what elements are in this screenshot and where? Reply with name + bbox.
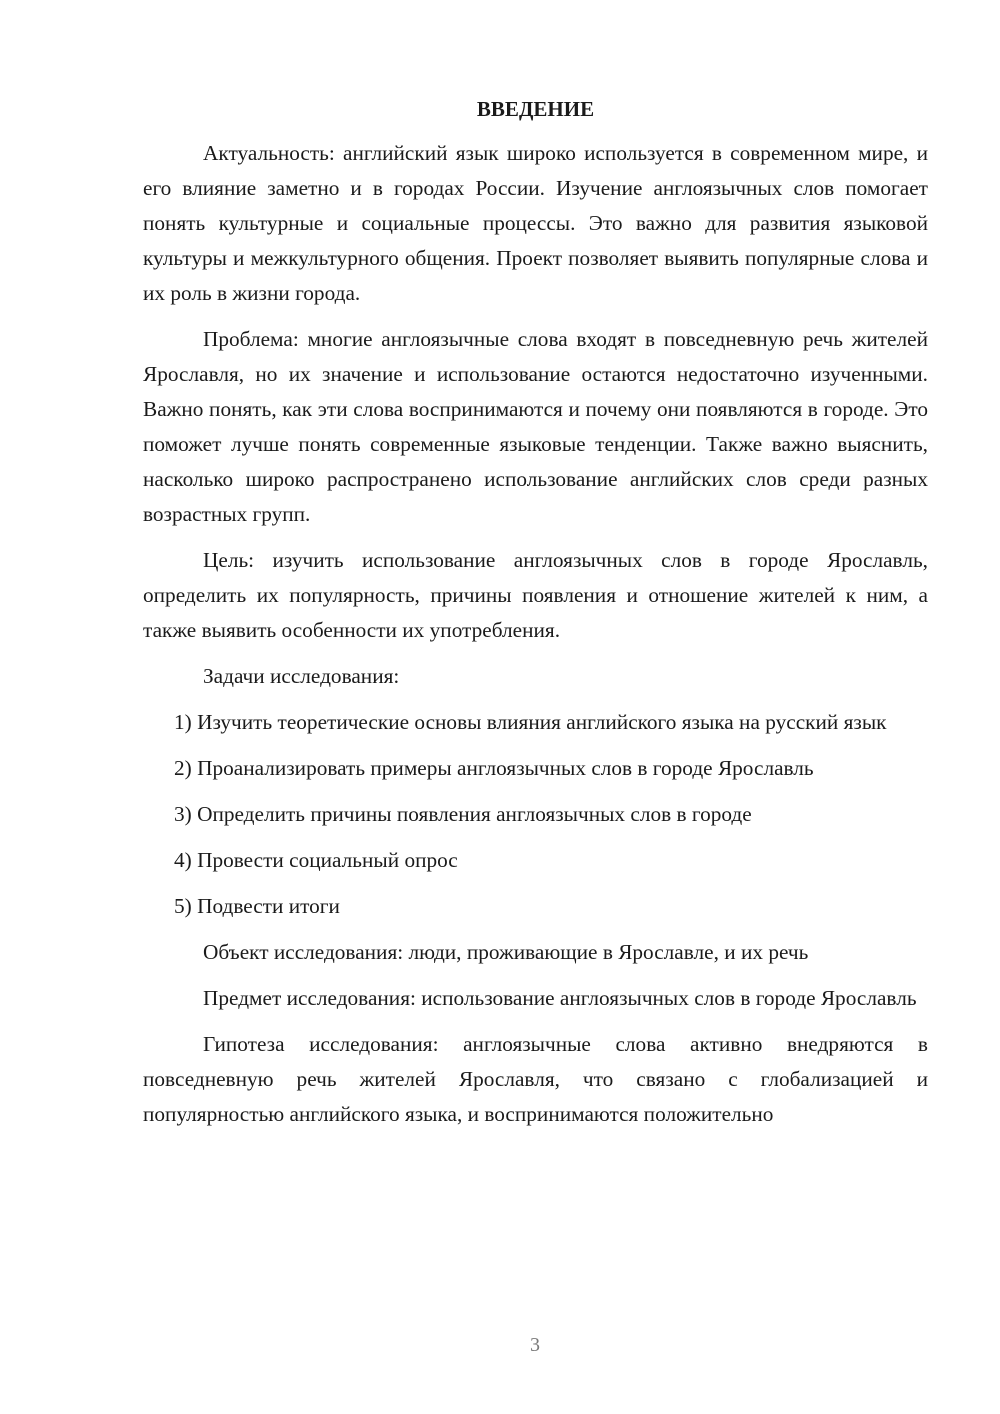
task-item: 3) Определить причины появления англоязычных слов в городе (174, 802, 752, 826)
task-item: 5) Подвести итоги (174, 894, 340, 918)
subject-paragraph: Предмет исследования: использование англоязычных слов в городе Ярославль (203, 986, 917, 1010)
problem-paragraph: Проблема: многие англоязычные слова входят в повседневную речь жителей Ярославля, но их значение и использование остаются недостаточно изученными. Важно понять, как эти слова воспринимаются и почему они появляются в городе. Это поможет лучше понять современные языковые тенденции. Также важно выяснить, насколько широко распространено использование английских слов среди разных возрастных групп. (143, 327, 928, 526)
section-heading: ВВЕДЕНИЕ (476, 97, 595, 121)
hypothesis-paragraph: Гипотеза исследования: англоязычные слова активно внедряются в повседневную речь жителей Ярославля, что связано с глобализацией и популярностью английского языка, и воспринимаются положительно (143, 1032, 928, 1126)
goal-paragraph: Цель: изучить использование англоязычных слов в городе Ярославль, определить их популярность, причины появления и отношение жителей к ним, а также выявить особенности их употребления. (143, 548, 928, 642)
task-item: 2) Проанализировать примеры англоязычных слов в городе Ярославль (174, 756, 814, 780)
task-item: 1) Изучить теоретические основы влияния английского языка на русский язык (174, 710, 887, 734)
page-body (143, 96, 928, 1143)
relevance-paragraph: Актуальность: английский язык широко используется в современном мире, и его влияние заметно и в городах России. Изучение англоязычных слов помогает понять культурные и социальные процессы. Это важно для развития языковой культуры и межкультурного общения. Проект позволяет выявить популярные слова и их роль в жизни города. (143, 141, 928, 305)
tasks-heading: Задачи исследования: (203, 664, 400, 688)
task-item: 4) Провести социальный опрос (174, 848, 458, 872)
page-number: 3 (530, 1334, 540, 1356)
object-paragraph: Объект исследования: люди, проживающие в Ярославле, и их речь (203, 940, 809, 964)
